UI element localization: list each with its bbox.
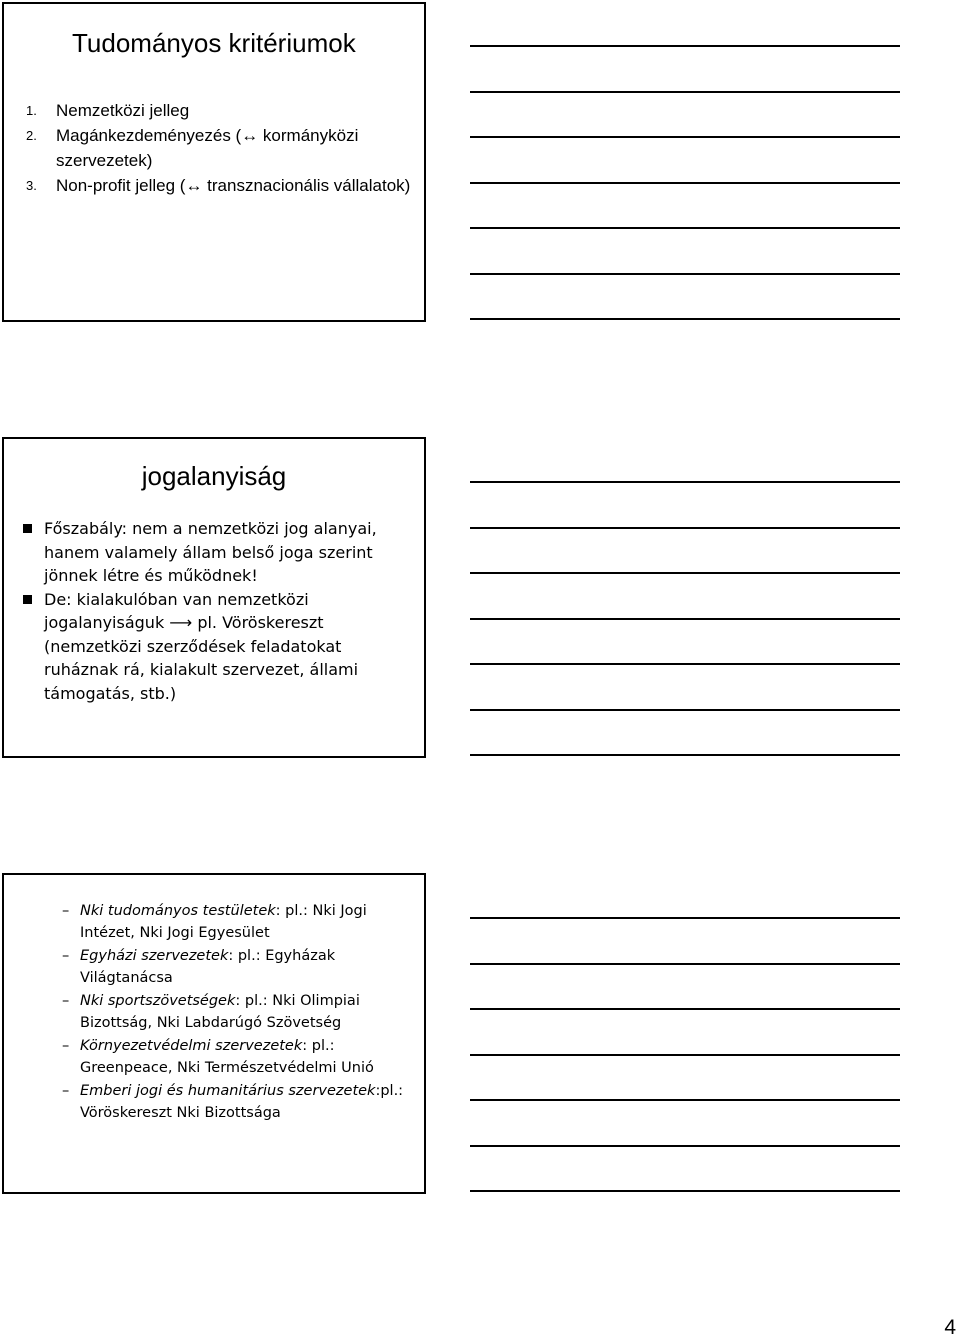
- example-text: : pl.: Greenpeace, Nki Természetvédelmi Unió: [80, 1038, 374, 1076]
- note-line: [470, 1145, 900, 1147]
- list-item-text: De: kialakulóban van nemzetközi jogalanyiságuk ⟶ pl. Vöröskereszt (nemzetközi szerződések feladatokat ruháznak rá, kialakult szervezet, állami támogatás, stb.): [44, 589, 359, 703]
- numbered-list: [26, 98, 416, 198]
- list-item: [26, 173, 416, 198]
- list-number: 2.: [26, 128, 37, 143]
- list-item: [26, 98, 416, 123]
- example-text: : pl.: Nki Olimpiai Bizottság, Nki Labdarúgó Szövetség: [80, 993, 360, 1031]
- note-line: [470, 481, 900, 483]
- square-bullet-icon: [23, 595, 32, 604]
- slide-title: jogalanyiság: [141, 461, 287, 491]
- list-item-text: Magánkezdeményezés (↔ kormányközi szervezetek): [56, 126, 359, 170]
- category-label: Egyházi szervezetek: [80, 948, 229, 964]
- list-item-text: Non-profit jelleg (↔ transznacionális vállalatok): [56, 176, 411, 195]
- note-line: [470, 963, 900, 965]
- dash-bullet: –: [62, 1038, 70, 1054]
- dash-bullet: –: [62, 903, 70, 919]
- note-line: [470, 273, 900, 275]
- note-line: [470, 91, 900, 93]
- category-label: Nki tudományos testületek: [80, 903, 276, 919]
- note-line: [470, 709, 900, 711]
- list-item: [62, 946, 422, 989]
- slide-1: [2, 2, 426, 322]
- dash-bullet: –: [62, 948, 70, 964]
- dash-bullet: –: [62, 993, 70, 1009]
- page-number: 4: [944, 1316, 956, 1339]
- note-line: [470, 318, 900, 320]
- note-line: [470, 1190, 900, 1192]
- list-item: [22, 588, 412, 706]
- dash-list: [62, 901, 422, 1126]
- list-item: [62, 1036, 422, 1079]
- bullet-list: [22, 517, 412, 705]
- category-label: Emberi jogi és humanitárius szervezetek: [80, 1083, 376, 1099]
- square-bullet-icon: [23, 524, 32, 533]
- list-item: [62, 1081, 422, 1124]
- note-line: [470, 45, 900, 47]
- list-item-text: Nemzetközi jelleg: [56, 101, 190, 120]
- note-line: [470, 917, 900, 919]
- list-item: [62, 991, 422, 1034]
- note-line: [470, 527, 900, 529]
- list-item: [26, 123, 416, 173]
- list-number: 1.: [26, 103, 37, 118]
- note-line: [470, 1054, 900, 1056]
- list-item: [62, 901, 422, 944]
- dash-bullet: –: [62, 1083, 70, 1099]
- list-item: [22, 517, 412, 588]
- example-text: : pl.: Nki Jogi Intézet, Nki Jogi Egyesület: [80, 903, 367, 941]
- category-label: Környezetvédelmi szervezetek: [80, 1038, 303, 1054]
- list-number: 3.: [26, 178, 37, 193]
- note-line: [470, 182, 900, 184]
- list-item-text: Főszabály: nem a nemzetközi jog alanyai, hanem valamely állam belső joga szerint jönnek létre és működnek!: [44, 519, 377, 585]
- note-line: [470, 663, 900, 665]
- example-text: :pl.: Vöröskereszt Nki Bizottsága: [80, 1083, 404, 1121]
- slide-2: [2, 437, 426, 758]
- note-line: [470, 1099, 900, 1101]
- note-line: [470, 572, 900, 574]
- note-line: [470, 618, 900, 620]
- example-text: : pl.: Egyházak Világtanácsa: [80, 948, 336, 986]
- note-line: [470, 136, 900, 138]
- slide-title: Tudományos kritériumok: [72, 28, 356, 58]
- note-line: [470, 754, 900, 756]
- slide-3: [2, 873, 426, 1194]
- category-label: Nki sportszövetségek: [80, 993, 236, 1009]
- note-line: [470, 227, 900, 229]
- note-line: [470, 1008, 900, 1010]
